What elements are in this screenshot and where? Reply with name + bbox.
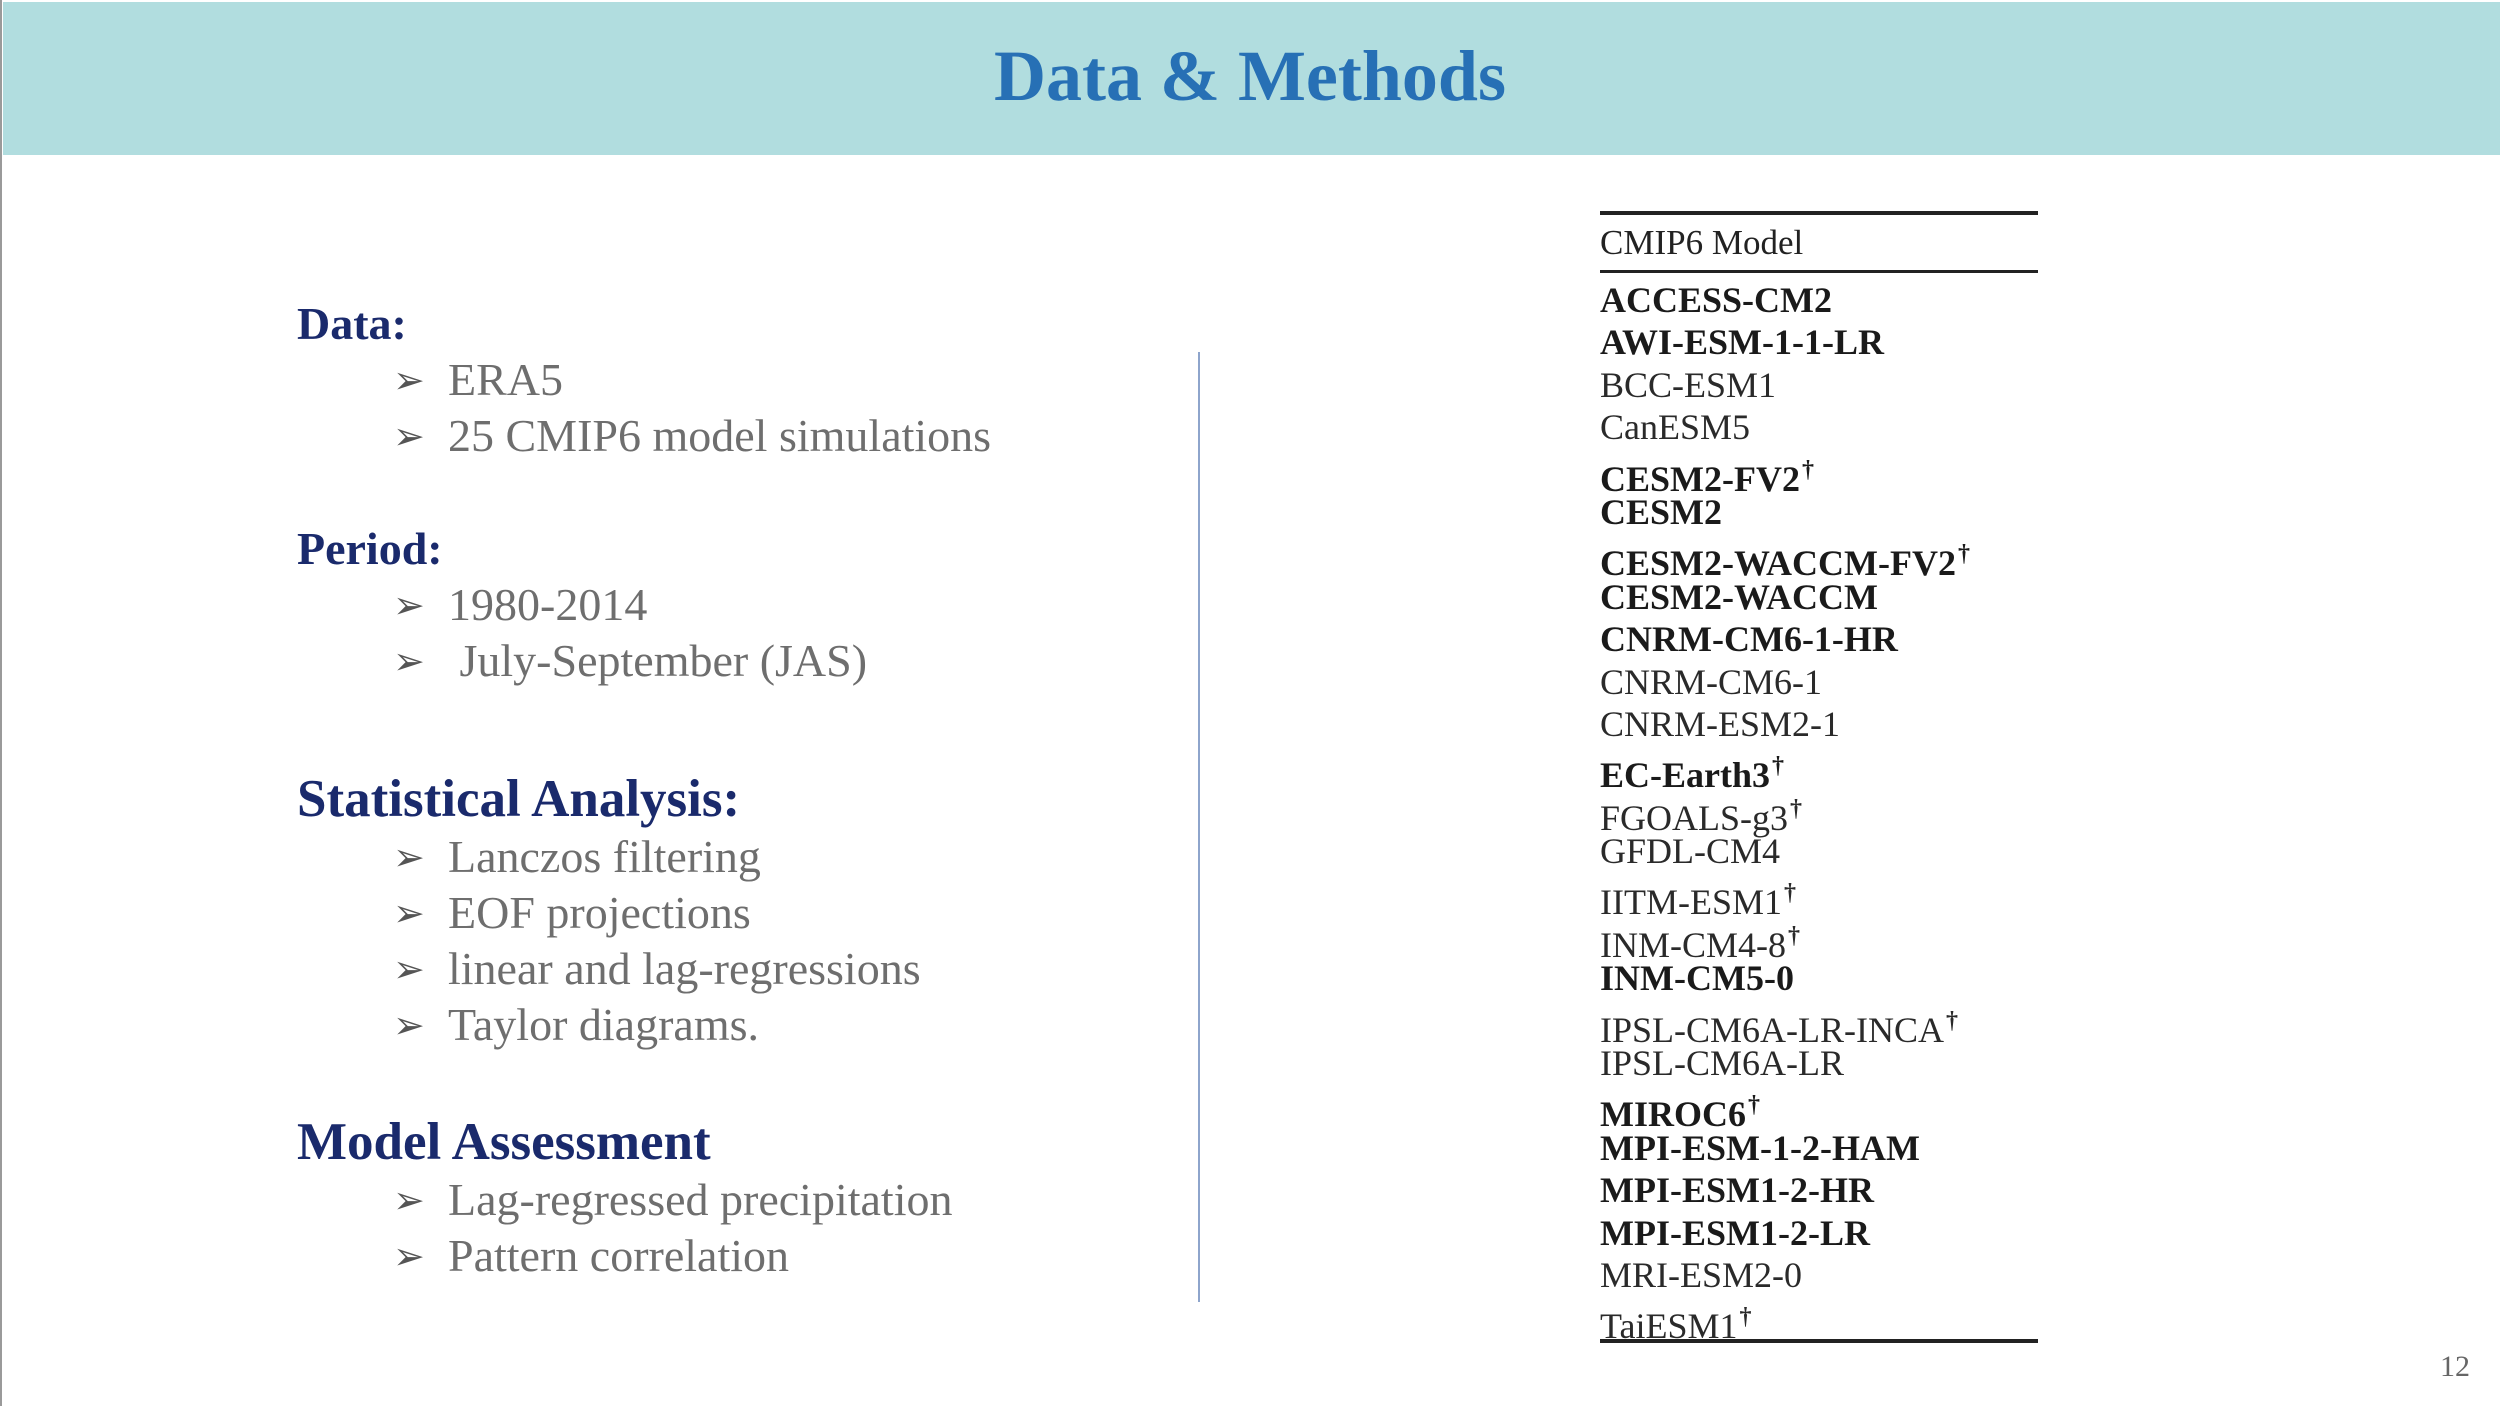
bullet-list (297, 352, 991, 464)
table-row (1600, 745, 2038, 796)
section-heading: Model Assessment (297, 1113, 711, 1171)
model-name: CESM2 (1600, 491, 1723, 532)
table-row (1600, 364, 2038, 406)
table-row (1600, 957, 2038, 999)
table-row (1600, 618, 2038, 660)
table-header: CMIP6 Model (1600, 223, 1804, 262)
arrowhead-bullet-icon: ➢ (393, 639, 425, 683)
list-item (297, 633, 867, 689)
slide-title: Data & Methods (994, 36, 1506, 116)
dagger-mark: † (1788, 922, 1800, 949)
table-row (1600, 1000, 2038, 1050)
bullet-text: ERA5 (448, 354, 563, 405)
vertical-divider (1198, 352, 1200, 1302)
bullet-text: 25 CMIP6 model simulations (448, 410, 992, 461)
section-heading: Statistical Analysis: (297, 770, 741, 828)
page-number: 12 (2440, 1350, 2470, 1383)
model-name: CNRM-CM6-1 (1600, 661, 1823, 702)
model-name: CanESM5 (1600, 407, 1751, 448)
arrowhead-bullet-icon: ➢ (393, 414, 425, 458)
list-item (297, 1172, 953, 1228)
list-item (297, 352, 991, 408)
bullet-list (297, 1172, 953, 1284)
table-row (1600, 830, 2038, 872)
table-row (1600, 1296, 2038, 1347)
model-name: GFDL-CM4 (1600, 831, 1781, 872)
model-name: MIROC6 (1600, 1094, 1746, 1135)
bullet-text: Pattern correlation (448, 1230, 790, 1281)
bullet-text: Lanczos filtering (448, 831, 761, 882)
table-row (1600, 915, 2038, 965)
dagger-mark: † (1772, 753, 1784, 780)
section-statistical-analysis (297, 769, 921, 1053)
model-name: CNRM-ESM2-1 (1600, 703, 1841, 744)
arrowhead-bullet-icon: ➢ (393, 358, 425, 402)
model-name: CESM2-WACCM (1600, 576, 1878, 617)
section-heading: Period: (297, 523, 443, 574)
list-item (297, 1228, 953, 1284)
model-list (1600, 273, 2038, 1347)
table-row (1600, 1127, 2038, 1169)
section-model-assessment (297, 1112, 953, 1284)
arrowhead-bullet-icon: ➢ (393, 1178, 425, 1222)
dagger-mark: † (1748, 1092, 1760, 1119)
dagger-mark: † (1802, 456, 1814, 483)
model-name: TaiESM1 (1600, 1306, 1738, 1347)
table-row (1600, 661, 2038, 703)
dagger-mark: † (1739, 1304, 1752, 1331)
bullet-text: July-September (JAS) (448, 635, 868, 686)
list-item (297, 997, 921, 1053)
arrowhead-bullet-icon: ➢ (393, 891, 425, 935)
model-name: BCC-ESM1 (1600, 364, 1777, 405)
model-name: AWI-ESM-1-1-LR (1600, 322, 1884, 363)
model-name: MPI-ESM-1-2-HAM (1600, 1127, 1920, 1168)
arrowhead-bullet-icon: ➢ (393, 1234, 425, 1278)
model-name: CESM2-FV2 (1600, 458, 1800, 499)
dagger-mark: † (1790, 795, 1803, 822)
section-heading: Data: (297, 298, 407, 349)
bullet-list (297, 577, 867, 689)
model-name: IPSL-CM6A-LR (1600, 1043, 1845, 1084)
model-name: ACCESS-CM2 (1600, 280, 1833, 320)
section-period (297, 521, 867, 689)
table-row (1600, 1254, 2038, 1296)
table-row (1600, 449, 2038, 499)
section-data (297, 296, 991, 464)
table-row (1600, 533, 2038, 584)
table-row (1600, 1212, 2038, 1254)
table-row (1600, 703, 2038, 745)
dagger-mark: † (1946, 1007, 1959, 1034)
dagger-mark: † (1957, 541, 1970, 568)
model-name: IPSL-CM6A-LR-INCA (1600, 1009, 1945, 1050)
model-name: INM-CM5-0 (1600, 958, 1794, 999)
model-name: CNRM-CM6-1-HR (1600, 619, 1898, 660)
table-row (1600, 576, 2038, 618)
list-item (297, 408, 991, 464)
cmip6-model-table (1600, 211, 2038, 1347)
model-name: CESM2-WACCM-FV2 (1600, 543, 1956, 584)
bullet-text: 1980-2014 (448, 579, 648, 630)
table-row (1600, 788, 2038, 838)
model-name: MPI-ESM1-2-HR (1600, 1170, 1874, 1211)
table-row (1600, 279, 2038, 321)
table-row (1600, 872, 2038, 923)
model-name: MPI-ESM1-2-LR (1600, 1212, 1870, 1253)
table-row (1600, 491, 2038, 533)
list-item (297, 829, 921, 885)
bullet-text: Taylor diagrams. (448, 999, 760, 1050)
table-row (1600, 1169, 2038, 1211)
slide-left-border (0, 0, 2, 1406)
model-name: IITM-ESM1 (1600, 882, 1782, 923)
bullet-text: linear and lag-regressions (448, 943, 921, 994)
bullet-text: EOF projections (448, 887, 751, 938)
bullet-text: Lag-regressed precipitation (448, 1174, 953, 1225)
arrowhead-bullet-icon: ➢ (393, 947, 425, 991)
table-row (1600, 406, 2038, 448)
model-name: EC-Earth3 (1600, 755, 1770, 796)
table-row (1600, 1042, 2038, 1084)
model-name: MRI-ESM2-0 (1600, 1254, 1803, 1295)
bullet-list (297, 829, 921, 1053)
list-item (297, 885, 921, 941)
arrowhead-bullet-icon: ➢ (393, 1003, 425, 1047)
arrowhead-bullet-icon: ➢ (393, 583, 425, 627)
list-item (297, 941, 921, 997)
dagger-mark: † (1784, 880, 1796, 907)
list-item (297, 577, 867, 633)
table-row (1600, 1084, 2038, 1135)
model-name: INM-CM4-8 (1600, 924, 1786, 965)
arrowhead-bullet-icon: ➢ (393, 835, 425, 879)
table-row (1600, 321, 2038, 363)
model-name: FGOALS-g3 (1600, 797, 1789, 838)
